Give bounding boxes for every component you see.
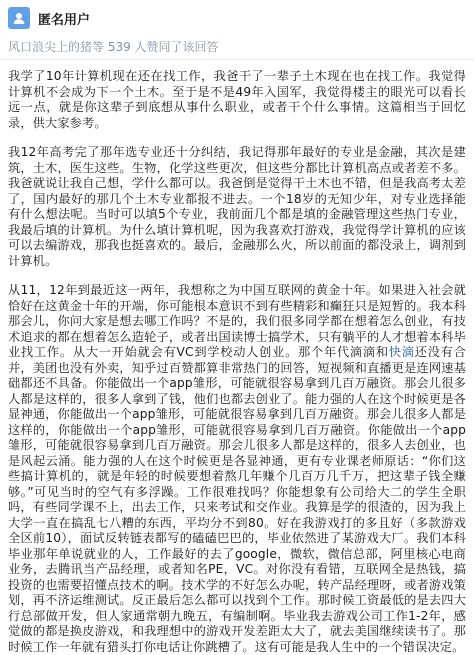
answer-body — [0, 60, 474, 655]
answer-author-bar — [0, 0, 474, 36]
answer-paragraph-3 — [8, 283, 466, 655]
paragraph-3-text-a: 从11，12年到最近这一两年，我想称之为中国互联网的黄金十年。如果进入社会就恰好在这黄金十年的开端，你可能根本意识不到有些精彩和癫狂只是短暂的。我本科那会儿，你问大家是想去哪工作吗？不是的，我们很多同学都在想着怎么创业，有技术追求的都在想着怎么造轮子，或者出国读博士搞学术，只有躺平的人才想着本科毕业找工作。从大一开始就会有VC到学校动人创业。那个年代滴滴和 — [8, 283, 466, 359]
author-name[interactable]: 匿名用户 — [38, 12, 91, 28]
avatar-glyph — [11, 10, 27, 26]
upvote-summary[interactable]: 风口浪尖上的猪等 539 人赞同了该回答 — [8, 40, 219, 54]
keyword-link[interactable]: 快滴 — [388, 345, 415, 359]
answer-paragraph-2: 我12年高考完了那年选专业还十分纠结，我记得那年最好的专业是金融，其次是建筑，土木，医生这些。生物，化学这些更次，但这些分都比计算机高点或者差不多。我爸就说让我自己想，学什么都可以。我爸倒是觉得干土木也不错，但是我高考太差了，国内最好的那几个土木专业都报不进去。一个18岁的无知少年，对专业选择能有什么想法呢。当时可以填5个专业，我前面几个都是填的金融管理这些热门专业，我最后填的计算机。为什么填计算机呢，因为我喜欢打游戏，我觉得学计算机的应该可以去编游戏，那我也挺喜欢的。最后，金融那么火，所以前面的都没录上，调剂到计算机。 — [8, 145, 466, 268]
paragraph-3-text-b: 还没有合并，美团也没有外卖，知乎过百赞都算非常热门的回答，短视频和直播更是连网速基础都还不具备。你能做出一个app雏形，可能就很容易拿到几百万融资。那会儿很多人都是这样的，很多人拿到了钱，他们也都去创业了。能力强的人在这个时候更是各显神通，你能做出一个app雏形，可能就很容易拿到几百万融资。那会儿很多人都是这样的，你能做出一个app雏形，可能就很容易拿到几百万融资。你能做出一个app雏形，可能就很容易拿到几百万融资。那会儿很多人都是这样的，很多人去创业，也是风起云涌。能力强的人在这个时候更是各显神通，更有专业课老师原话：“你们这些搞计算机的，就是年轻的时候要想着熬几年赚个几百万几千万，把这辈子钱全赚够。”可见当时的空气有多浮躁。工作很难找吗？你能想象有公司给大二的学生全职吗，有些同学课不上，出去工作，只来考试和交作业。我算是学的很渣的，因为我上大学一直在搞乱七八糟的东西，平均分不到80。好在我游戏打的多且好（多款游戏全区前10），面试反转链表都写的磕磕巴巴的，毕业依然进了某游戏大厂。我们本科毕业那年单说就业的人，工作最好的去了google，微软，微信总部，阿里核心电商业务，去腾讯当产品经理，或者知名PE，VC。对你没有看错，互联网全是热钱，搞投资的也需要招懂点技术的啊。技术学的不好怎么办呢，转产品经理呀，或者游戏策划，再不济运维测试。反正最后怎么都可以找到个工作。那时候工资最低的是去四大行总部做开发，但人家通常朝九晚五，有编制啊。毕业我去游戏公司工作1-2年，感觉做的都是换皮游戏，和我理想中的游戏开发差距太大了，就去美国继续读书了。那时候工作一年就有猎头打你电话让你跳槽了。这有可能是我人生中的一个错误决定。 — [8, 345, 466, 654]
answer-paragraph-1: 我学了10年计算机现在还在找工作，我爸干了一辈子土木现在也在找工作。我觉得计算机不会成为下一个土木。至于是不是49年入国军，我觉得楼主的眼光可以看长远一点，就是你这辈子到底想从事什么职业，或者干个什么事情。这篇相当于回忆录，供大家参考。 — [8, 69, 466, 130]
anonymous-user-icon[interactable] — [8, 7, 30, 29]
